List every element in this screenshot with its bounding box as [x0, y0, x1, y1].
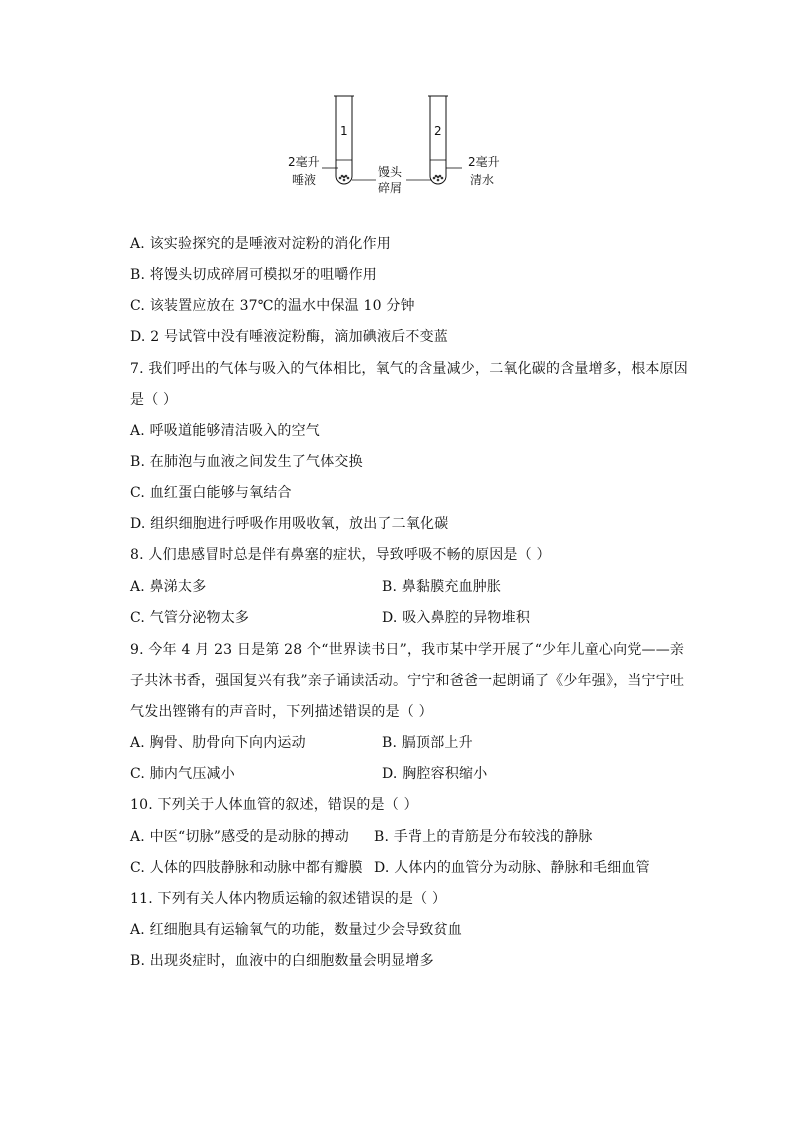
tube-2-number: 2	[434, 124, 442, 138]
q11-stem: 11. 下列有关人体内物质运输的叙述错误的是（ ）	[130, 891, 447, 907]
q8-option-b: B. 鼻黏膜充血肿胀	[382, 579, 502, 595]
q9-stem-line3: 气发出铿锵有的声音时，下列描述错误的是（ ）	[130, 704, 433, 720]
q7-option-c: C. 血红蛋白能够与氧结合	[130, 485, 292, 501]
q9-option-a: A. 胸骨、肋骨向下向内运动	[130, 735, 306, 751]
q6-option-d: D. 2 号试管中没有唾液淀粉酶，滴加碘液后不变蓝	[130, 329, 448, 345]
q7-option-d: D. 组织细胞进行呼吸作用吸收氧，放出了二氧化碳	[130, 516, 449, 532]
q8-option-d: D. 吸入鼻腔的异物堆积	[382, 610, 531, 626]
label-water-amount: 2毫升	[468, 155, 500, 169]
q6-option-a: A. 该实验探究的是唾液对淀粉的消化作用	[130, 236, 392, 252]
q9-stem-line1: 9. 今年 4 月 23 日是第 28 个“世界读书日”，我市某中学开展了“少年儿童心向党——亲	[130, 642, 685, 658]
label-saliva-amount: 2毫升	[288, 155, 320, 169]
q9-option-c: C. 肺内气压减小	[130, 766, 235, 782]
label-crumbs: 碎屑	[378, 181, 403, 195]
label-water: 清水	[470, 173, 495, 187]
q10-option-c: C. 人体的四肢静脉和动脉中都有瓣膜	[130, 860, 363, 876]
q9-stem-line2: 子共沐书香，强国复兴有我”亲子诵读活动。宁宁和爸爸一起朗诵了《少年强》，当宁宁吐	[130, 673, 685, 689]
q9-option-b: B. 膈顶部上升	[382, 735, 473, 751]
test-tube-figure	[270, 88, 530, 203]
q10-option-d: D. 人体内的血管分为动脉、静脉和毛细血管	[374, 860, 650, 876]
q8-stem: 8. 人们患感冒时总是伴有鼻塞的症状，导致呼吸不畅的原因是（ ）	[130, 547, 551, 563]
q11-option-b: B. 出现炎症时，血液中的白细胞数量会明显增多	[130, 953, 434, 969]
q7-stem-line1: 7. 我们呼出的气体与吸入的气体相比，氧气的含量减少，二氧化碳的含量增多，根本原因	[130, 361, 689, 377]
label-bread: 馒头	[378, 165, 403, 179]
q9-option-d: D. 胸腔容积缩小	[382, 766, 488, 782]
q8-option-c: C. 气管分泌物太多	[130, 610, 250, 626]
q8-option-a: A. 鼻涕太多	[130, 579, 207, 595]
test-tube-1	[334, 96, 354, 184]
q6-option-c: C. 该装置应放在 37℃的温水中保温 10 分钟	[130, 298, 415, 314]
q10-option-b: B. 手背上的青筋是分布较浅的静脉	[374, 829, 593, 845]
q6-option-b: B. 将馒头切成碎屑可模拟牙的咀嚼作用	[130, 267, 377, 283]
test-tube-2	[428, 96, 448, 184]
q7-option-a: A. 呼吸道能够清洁吸入的空气	[130, 423, 321, 439]
q7-stem-line2: 是（ ）	[130, 392, 178, 408]
label-saliva: 唾液	[292, 173, 317, 187]
q7-option-b: B. 在肺泡与血液之间发生了气体交换	[130, 454, 363, 470]
tube-1-number: 1	[340, 124, 348, 138]
q10-option-a: A. 中医“切脉”感受的是动脉的搏动	[130, 829, 349, 845]
q10-stem: 10. 下列关于人体血管的叙述，错误的是（ ）	[130, 797, 418, 813]
q11-option-a: A. 红细胞具有运输氧气的功能，数量过少会导致贫血	[130, 922, 463, 938]
